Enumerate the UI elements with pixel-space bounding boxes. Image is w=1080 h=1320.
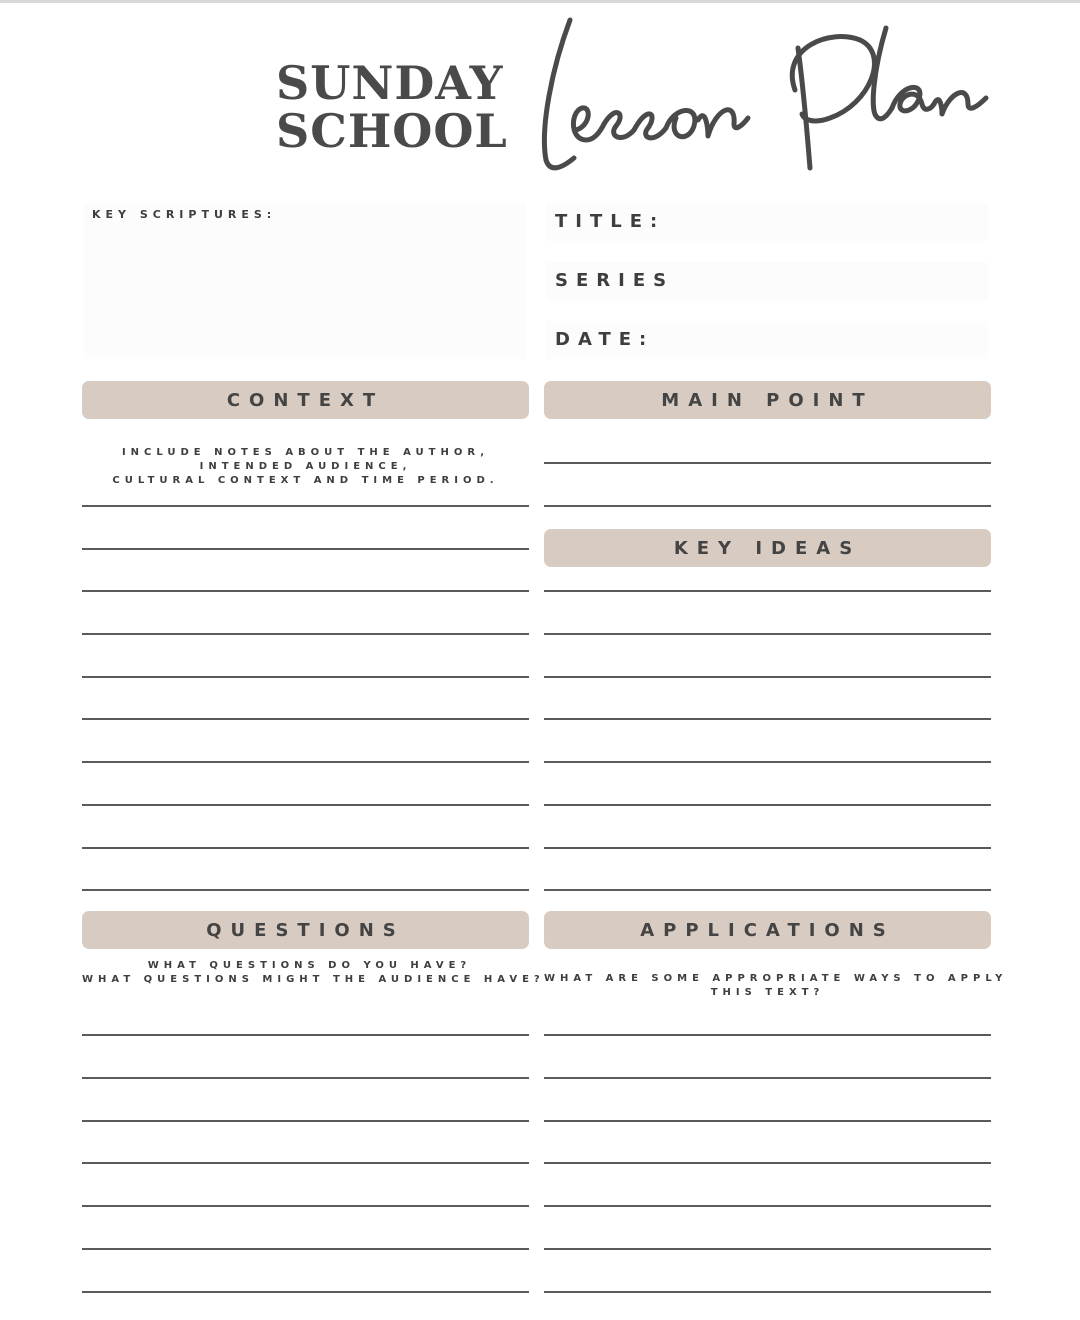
questions-note-line-2: WHAT QUESTIONS MIGHT THE AUDIENCE HAVE? [82, 974, 545, 985]
questions-line[interactable] [82, 1205, 529, 1207]
context-line[interactable] [82, 633, 529, 635]
context-note-line-2: INTENDED AUDIENCE, [199, 461, 412, 472]
questions-line[interactable] [82, 1120, 529, 1122]
context-line[interactable] [82, 889, 529, 891]
questions-note [82, 959, 545, 987]
context-line[interactable] [82, 548, 529, 550]
context-line[interactable] [82, 718, 529, 720]
questions-line[interactable] [82, 1248, 529, 1250]
key-ideas-line[interactable] [544, 676, 991, 678]
applications-heading: APPLICATIONS [544, 911, 991, 949]
context-line[interactable] [82, 804, 529, 806]
applications-line[interactable] [544, 1248, 991, 1250]
applications-line[interactable] [544, 1077, 991, 1079]
key-ideas-line[interactable] [544, 847, 991, 849]
main-point-heading: MAIN POINT [544, 381, 991, 419]
applications-note-line-1: WHAT ARE SOME APPROPRIATE WAYS TO APPLY [544, 973, 1008, 984]
main-point-line[interactable] [544, 462, 991, 464]
key-ideas-line[interactable] [544, 718, 991, 720]
applications-line[interactable] [544, 1162, 991, 1164]
date-label: DATE: [555, 329, 655, 350]
top-border [0, 0, 1080, 3]
context-note-line-1: INCLUDE NOTES ABOUT THE AUTHOR, [121, 447, 490, 458]
questions-note-line-1: WHAT QUESTIONS DO YOU HAVE? [147, 960, 472, 971]
questions-line[interactable] [82, 1077, 529, 1079]
key-scriptures-box[interactable] [84, 203, 526, 359]
questions-line[interactable] [82, 1291, 529, 1293]
applications-line[interactable] [544, 1120, 991, 1122]
context-line[interactable] [82, 505, 529, 507]
applications-note-line-2: THIS TEXT? [710, 987, 825, 998]
title-label: TITLE: [555, 211, 666, 232]
title-school: SCHOOL [276, 104, 508, 158]
key-ideas-heading: KEY IDEAS [544, 529, 991, 567]
script-title-lesson-plan [530, 8, 1000, 193]
key-scriptures-label: KEY SCRIPTURES: [92, 208, 277, 221]
questions-line[interactable] [82, 1162, 529, 1164]
main-point-line[interactable] [544, 505, 991, 507]
context-heading: CONTEXT [82, 381, 529, 419]
key-ideas-line[interactable] [544, 761, 991, 763]
key-ideas-line[interactable] [544, 889, 991, 891]
context-note [82, 446, 529, 488]
key-ideas-line[interactable] [544, 804, 991, 806]
context-line[interactable] [82, 761, 529, 763]
context-line[interactable] [82, 676, 529, 678]
context-note-line-3: CULTURAL CONTEXT AND TIME PERIOD. [112, 475, 499, 486]
applications-line[interactable] [544, 1291, 991, 1293]
questions-line[interactable] [82, 1034, 529, 1036]
series-label: SERIES [555, 270, 675, 291]
applications-note [544, 972, 1008, 1000]
title-sunday: SUNDAY [276, 56, 504, 110]
context-line[interactable] [82, 847, 529, 849]
key-ideas-line[interactable] [544, 590, 991, 592]
applications-line[interactable] [544, 1205, 991, 1207]
context-line[interactable] [82, 590, 529, 592]
key-ideas-line[interactable] [544, 633, 991, 635]
questions-heading: QUESTIONS [82, 911, 529, 949]
applications-line[interactable] [544, 1034, 991, 1036]
